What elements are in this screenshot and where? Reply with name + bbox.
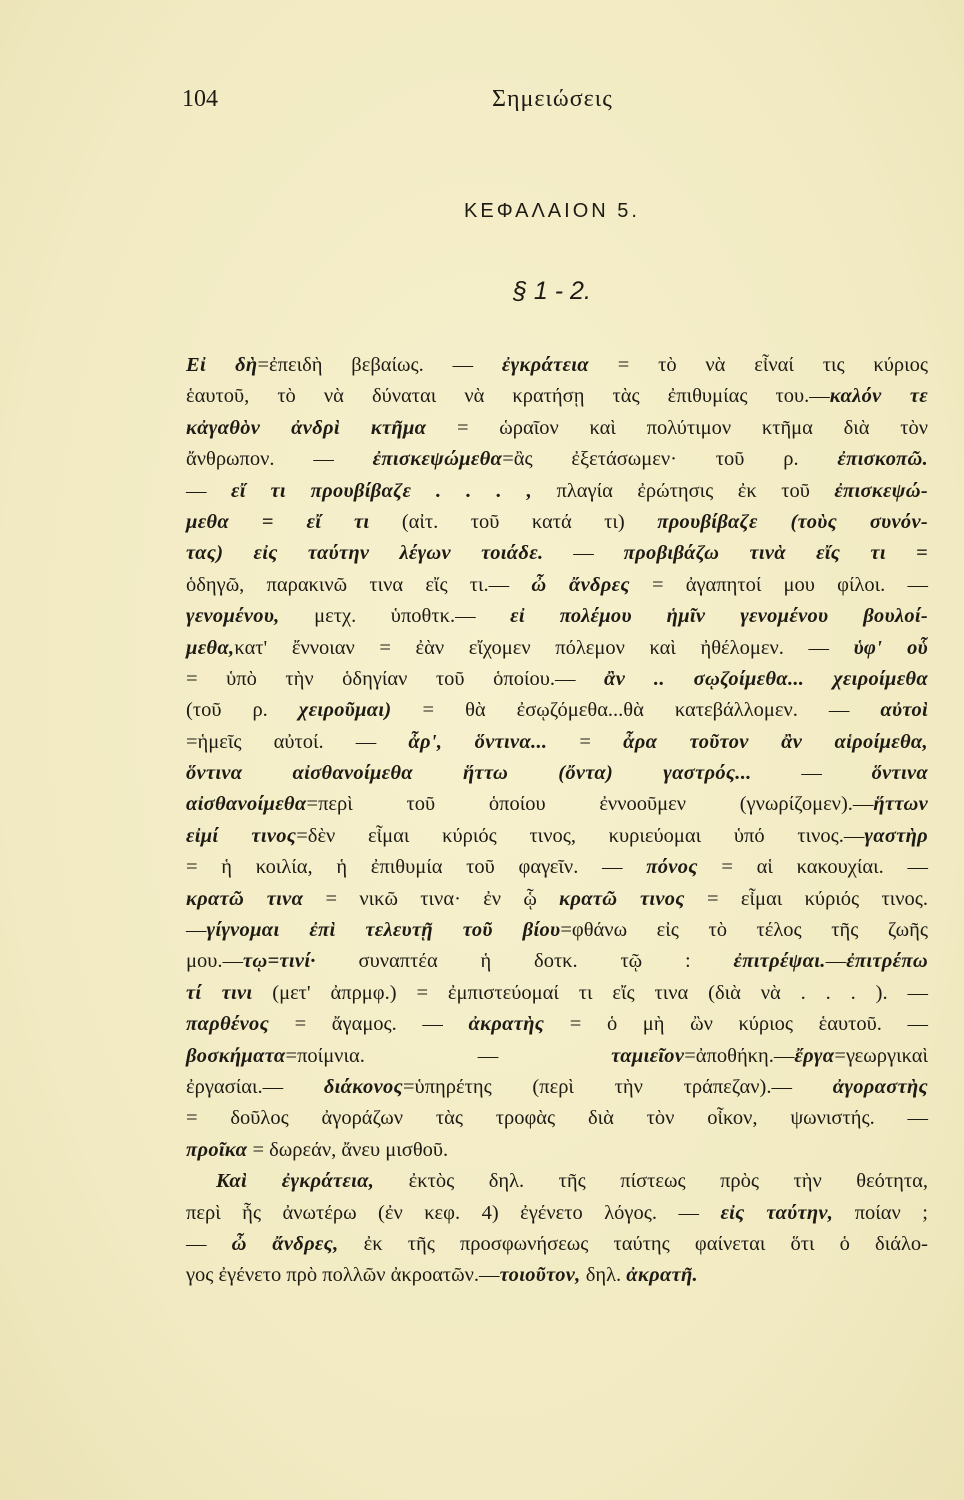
glossed-term: αἰσθανοίμεθα xyxy=(186,793,307,816)
gloss-text: =ποίμνια. — xyxy=(285,1044,612,1067)
page-header xyxy=(182,86,930,118)
text-line xyxy=(186,1103,928,1134)
page-number: 104 xyxy=(182,86,218,112)
text-line xyxy=(186,413,928,444)
glossed-term: τοιοῦτον, xyxy=(499,1264,581,1287)
glossed-term: προβιβάζω τινὰ εἴς τι = xyxy=(623,542,928,565)
glossed-term: ἀκρατῆ. xyxy=(626,1264,698,1287)
gloss-text: — xyxy=(186,919,207,942)
gloss-text: = xyxy=(547,730,624,753)
gloss-text: περὶ ἧς ἀνωτέρω (ἐν κεφ. 4) ἐγένετο λόγος. — xyxy=(186,1201,721,1224)
glossed-term: κρατῶ τινα xyxy=(186,887,304,910)
glossed-term: εἰμί τινος xyxy=(186,824,297,847)
glossed-term: ἐπισκοπῶ. xyxy=(837,448,928,471)
gloss-text: — xyxy=(825,950,847,973)
gloss-text: — xyxy=(751,762,872,785)
gloss-text: (τοῦ ρ. xyxy=(186,699,299,722)
gloss-text: =ἐπειδὴ βεβαίως. — xyxy=(257,354,502,376)
gloss-text: δηλ. xyxy=(580,1264,627,1287)
gloss-text: = ὑπὸ τὴν ὁδηγίαν τοῦ ὁποίου.— xyxy=(186,667,605,690)
glossed-term: αὐτοὶ xyxy=(880,699,928,722)
glossed-term: ὦ ἄνδρες xyxy=(531,573,630,596)
text-line xyxy=(186,1009,928,1040)
gloss-text: ἐκ τῆς προσφωνήσεως ταύτης φαίνεται ὅτι ὁ διάλο- xyxy=(338,1232,928,1255)
glossed-term: ὅντινα xyxy=(871,762,928,785)
gloss-text: πλαγία ἐρώτησις ἐκ τοῦ xyxy=(532,479,835,502)
glossed-term: εἰ πολέμου ἡμῖν γενομένου βουλοί- xyxy=(510,605,929,628)
notes-body xyxy=(186,350,928,1292)
glossed-term: τῳ=τινί· xyxy=(243,950,316,973)
text-line xyxy=(186,884,928,915)
running-title: Σημειώσεις xyxy=(492,86,613,112)
gloss-text: = νικῶ τινα· ἐν ᾧ xyxy=(303,887,560,910)
text-line xyxy=(186,946,928,977)
glossed-term: ταμιεῖον xyxy=(611,1044,685,1067)
gloss-text: = θὰ ἐσῳζόμεθα...θὰ κατεβάλλομεν. — xyxy=(391,699,881,722)
gloss-text: = αἱ κακουχίαι. — xyxy=(697,856,928,879)
glossed-term: ἆρα τοῦτον ἂν αἱροίμεθα, xyxy=(623,730,928,753)
gloss-text: = εἶμαι κύριός τινος. xyxy=(684,887,928,910)
gloss-text: =ὑπηρέτης (περὶ τὴν τράπεζαν).— xyxy=(402,1075,833,1098)
glossed-term: ἐπισκεψώμεθα xyxy=(372,448,503,471)
gloss-text: — xyxy=(186,479,231,502)
glossed-term: ἀγοραστὴς xyxy=(832,1075,928,1098)
text-line xyxy=(186,507,928,538)
section-title: § 1 - 2. xyxy=(513,277,591,305)
gloss-text: ἑαυτοῦ, τὸ νὰ δύναται νὰ κρατήσῃ τὰς ἐπιθυμίας του.— xyxy=(186,385,830,408)
gloss-text: (μετ' ἀπρμφ.) = ἐμπιστεύομαί τι εἴς τινα (διὰ νὰ . . . ). — xyxy=(252,981,929,1004)
gloss-text: = ἄγαμος. — xyxy=(269,1013,469,1036)
glossed-term: ἐπιτρέπω xyxy=(846,950,928,973)
glossed-term: Εἰ δὴ xyxy=(186,354,258,376)
text-line xyxy=(186,381,928,412)
glossed-term: βοσκήματα xyxy=(186,1044,286,1067)
gloss-text: = δωρεάν, ἄνευ μισθοῦ. xyxy=(247,1138,449,1161)
glossed-term: ἂν .. σῳζοίμεθα... χειροίμεθα xyxy=(604,667,929,690)
text-line xyxy=(186,978,928,1009)
glossed-term: ἀκρατὴς xyxy=(468,1013,545,1036)
gloss-text: κατ' ἔννοιαν = ἐὰν εἴχομεν πόλεμον καὶ ἠθέλομεν. — xyxy=(234,636,854,659)
glossed-term: Καὶ ἐγκράτεια, xyxy=(216,1170,375,1193)
text-line xyxy=(186,1166,928,1197)
glossed-term: τας) εἰς ταύτην λέγων τοιάδε. xyxy=(186,542,544,565)
glossed-term: ὦ ἄνδρες, xyxy=(231,1232,339,1255)
text-line xyxy=(186,1198,928,1229)
glossed-term: κἀγαθὸν ἀνδρὶ κτῆμα xyxy=(186,416,427,439)
gloss-text: =ἡμεῖς αὐτοί. — xyxy=(186,730,409,753)
text-line xyxy=(186,789,928,820)
gloss-text: συναπτέα ἡ δοτκ. τῷ : xyxy=(315,950,734,973)
glossed-term: γαστὴρ xyxy=(864,824,929,847)
text-line xyxy=(186,444,928,475)
glossed-term: εἴ τι προυβίβαζε . . . , xyxy=(230,479,533,502)
gloss-text: — xyxy=(186,1232,232,1255)
gloss-text: = τὸ νὰ εἶναί τις κύριος xyxy=(588,354,928,376)
gloss-text: = ὡραῖον καὶ πολύτιμον κτῆμα διὰ τὸν xyxy=(426,416,928,439)
glossed-term: ἆρ', ὅντινα... xyxy=(408,730,548,753)
gloss-text: =γεωργικαὶ xyxy=(834,1044,928,1067)
glossed-term: ἐπισκεψώ- xyxy=(834,479,928,502)
glossed-term: ὅντινα αἰσθανοίμεθα ἥττω (ὄντα) γαστρός... xyxy=(186,762,752,785)
glossed-term: πόνος xyxy=(646,856,698,879)
chapter-title: ΚΕΦΑΛΑΙΟΝ 5. xyxy=(464,200,640,222)
gloss-text: = ἡ κοιλία, ἡ ἐπιθυμία τοῦ φαγεῖν. — xyxy=(186,856,647,879)
glossed-term: προῖκα xyxy=(186,1138,248,1161)
text-line xyxy=(186,1260,928,1291)
glossed-term: προυβίβαζε (τοὺς συνόν- xyxy=(657,510,928,533)
glossed-term: γενομένου, xyxy=(186,605,280,628)
text-line xyxy=(186,601,928,632)
text-line xyxy=(186,727,928,758)
gloss-text: = ὁ μὴ ὢν κύριος ἑαυτοῦ. — xyxy=(544,1013,928,1036)
text-line xyxy=(186,758,928,789)
glossed-term: ἐπιτρέψαι. xyxy=(733,950,826,973)
text-line xyxy=(186,570,928,601)
text-line xyxy=(186,538,928,569)
gloss-text: μου.— xyxy=(186,950,244,973)
gloss-text: ἐκτὸς δηλ. τῆς πίστεως πρὸς τὴν θεότητα, xyxy=(374,1170,928,1193)
glossed-term: μεθα, xyxy=(186,636,235,659)
text-line xyxy=(186,633,928,664)
gloss-text: (αἰτ. τοῦ κατά τι) xyxy=(369,510,658,533)
gloss-text: = δοῦλος ἀγοράζων τὰς τροφὰς διὰ τὸν οἶκον, ψωνιστής. — xyxy=(186,1107,928,1130)
gloss-text: ὁδηγῶ, παρακινῶ τινα εἴς τι.— xyxy=(186,573,532,596)
gloss-text: ποίαν ; xyxy=(833,1201,928,1224)
glossed-term: χειροῦμαι) xyxy=(298,699,392,722)
text-line xyxy=(186,695,928,726)
text-line xyxy=(186,1041,928,1072)
text-line xyxy=(186,821,928,852)
text-line xyxy=(186,1229,928,1260)
glossed-term: παρθένος xyxy=(186,1013,270,1036)
glossed-term: ἔργα xyxy=(794,1044,835,1067)
glossed-term: κρατῶ τινος xyxy=(559,887,685,910)
glossed-term: ἥττων xyxy=(873,793,928,816)
gloss-text: =περὶ τοῦ ὁποίου ἐννοοῦμεν (γνωρίζομεν).— xyxy=(306,793,874,816)
gloss-text: =φθάνω εἰς τὸ τέλος τῆς ζωῆς xyxy=(560,919,928,942)
gloss-text: ἐργασίαι.— xyxy=(186,1075,324,1098)
text-line xyxy=(186,664,928,695)
gloss-text: ἄνθρωπον. — xyxy=(186,448,373,471)
gloss-text: — xyxy=(543,542,624,565)
text-line xyxy=(186,915,928,946)
glossed-term: καλόν τε xyxy=(829,385,928,408)
gloss-text: =ἀποθήκη.— xyxy=(684,1044,795,1067)
glossed-term: τί τινι xyxy=(186,981,253,1004)
gloss-text: γος ἐγένετο πρὸ πολλῶν ἀκροατῶν.— xyxy=(186,1264,500,1287)
glossed-term: ὑφ' οὗ xyxy=(853,636,928,659)
gloss-text: =δὲν εἶμαι κύριός τινος, κυριεύομαι ὑπό τινος.— xyxy=(296,824,865,847)
text-line xyxy=(186,1135,928,1166)
gloss-text: = ἀγαπητοί μου φίλοι. — xyxy=(629,573,928,596)
glossed-term: ἐγκράτεια xyxy=(501,354,589,376)
glossed-term: γίγνομαι ἐπὶ τελευτῇ τοῦ βίου xyxy=(206,919,561,942)
text-line xyxy=(186,350,928,381)
glossed-term: μεθα = εἴ τι xyxy=(186,510,370,533)
text-line xyxy=(186,852,928,883)
gloss-text: μετχ. ὑποθτκ.— xyxy=(279,605,511,628)
text-line xyxy=(186,1072,928,1103)
glossed-term: εἰς ταύτην, xyxy=(720,1201,834,1224)
gloss-text: =ἂς ἐξετάσωμεν· τοῦ ρ. xyxy=(502,448,838,471)
glossed-term: διάκονος xyxy=(323,1075,403,1098)
text-line xyxy=(186,476,928,507)
